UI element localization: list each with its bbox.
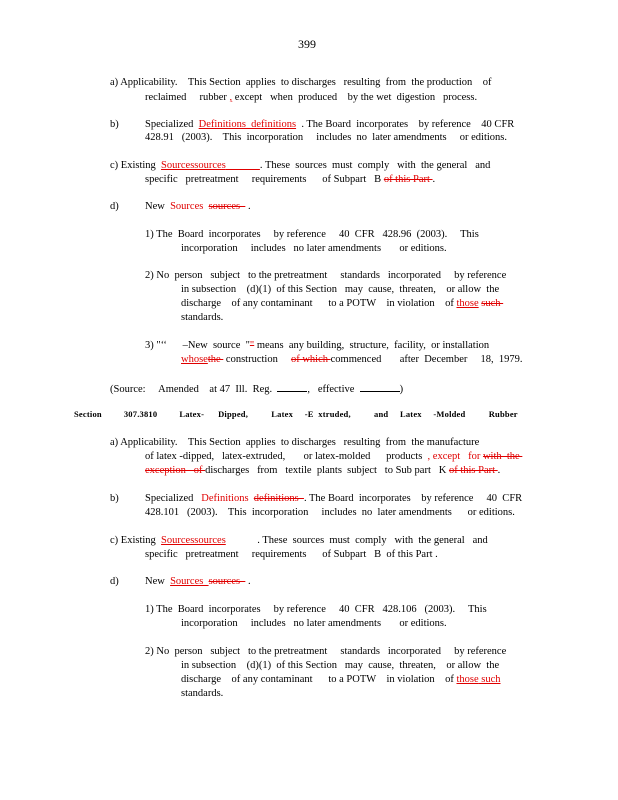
inserted-text: those xyxy=(456,298,479,309)
inserted-text: Sourcessources xyxy=(161,160,226,171)
deleted-text: of this Part xyxy=(383,174,433,185)
inserted-text: Sources xyxy=(170,201,204,212)
s1-a-line-2 xyxy=(145,91,477,104)
text: c) Existing xyxy=(110,535,162,546)
section-label: Section xyxy=(74,409,102,419)
text: means any building, structure, facility, or installation xyxy=(254,340,490,351)
inserted-text: such xyxy=(478,674,501,685)
text: 3) "‘‘ –New source " xyxy=(145,340,250,351)
s1-b-label: b) xyxy=(110,119,119,130)
s1-d-label: d) xyxy=(110,201,119,212)
s1-d3-line-1 xyxy=(145,339,489,352)
inserted-text: Sourcessources xyxy=(161,535,226,546)
blank-issue-line xyxy=(277,381,307,392)
s2-a-line-1: a) Applicability. This Section applies to discharges resulting from the manufacture xyxy=(110,437,480,448)
deleted-text: sources xyxy=(208,201,246,212)
text: . xyxy=(245,201,251,212)
text: . xyxy=(432,174,436,185)
s1-d3-line-2 xyxy=(181,353,522,366)
s2-d1-line-1: 1) The Board incorporates by reference 40 CFR 428.106 (2003). This xyxy=(145,604,487,615)
page-number: 399 xyxy=(298,37,316,51)
section-title: Latex- Dipped, Latex -E xtruded, and Latex -Molded Rubber xyxy=(179,409,518,419)
s1-d2-line-4: standards. xyxy=(181,312,224,323)
section-heading xyxy=(74,408,518,421)
section-number: 307.3810 xyxy=(123,409,158,419)
text: of latex -dipped, latex-extruded, or latex-molded products xyxy=(145,451,428,462)
text: ) xyxy=(399,384,404,395)
s1-d1-line-1: 1) The Board incorporates by reference 40 CFR 428.96 (2003). This xyxy=(145,229,479,240)
s2-c-line-2: specific pretreatment requirements of Subpart B of this Part . xyxy=(145,549,438,560)
text: commenced after December 18, 1979. xyxy=(330,354,523,365)
text: . The Board incorporates by reference 40 CFR xyxy=(303,493,523,504)
text: Specialized xyxy=(145,493,202,504)
s2-d2-line-3 xyxy=(181,673,501,686)
text: discharge of any contaminant to a POTW in violation of xyxy=(181,298,457,309)
inserted-text: , xyxy=(229,92,233,103)
s1-d-line xyxy=(145,200,251,213)
text: specific pretreatment requirements of Subpart B xyxy=(145,174,384,185)
text: except when produced by the wet digestion process. xyxy=(232,92,478,103)
s1-b-line-2: 428.91 (2003). This incorporation includes no later amendments or editions. xyxy=(145,132,507,143)
text: , effective xyxy=(307,384,360,395)
text: . xyxy=(245,576,251,587)
inserted-text: Definitions definitions xyxy=(198,119,297,130)
s2-c-line-1 xyxy=(110,534,488,547)
s2-a-line-2 xyxy=(145,450,522,463)
inserted-text: Definitions xyxy=(201,493,249,504)
s1-d2-line-2: in subsection (d)(1) of this Section may cause, threaten, or allow the xyxy=(181,284,500,295)
s1-a-line-1: a) Applicability. This Section applies to discharges resulting from the production of xyxy=(110,77,492,88)
text: New xyxy=(145,201,171,212)
deleted-text: with the xyxy=(482,451,523,462)
inserted-text: those xyxy=(456,674,479,685)
s1-d1-line-2: incorporation includes no later amendments or editions. xyxy=(181,243,447,254)
blank-date-line xyxy=(360,381,400,392)
s2-b-line-2: 428.101 (2003). This incorporation includes no later amendments or editions. xyxy=(145,507,515,518)
s1-d2-line-3 xyxy=(181,297,503,310)
text: New xyxy=(145,576,171,587)
source-note xyxy=(110,381,403,396)
inserted-space xyxy=(226,160,260,171)
s2-b-line-1 xyxy=(145,492,522,505)
text: . The Board incorporates by reference 40 CFR xyxy=(296,119,515,130)
inserted-text: whose xyxy=(181,354,208,365)
text: (Source: Amended at 47 Ill. Reg. xyxy=(110,384,278,395)
inserted-text: , except for xyxy=(427,451,483,462)
s2-d2-line-4: standards. xyxy=(181,688,224,699)
s1-c-line-1 xyxy=(110,159,490,172)
text: . These sources must comply with the general and xyxy=(225,535,488,546)
deleted-text: of this Part xyxy=(448,465,498,476)
text: . These sources must comply with the general and xyxy=(259,160,491,171)
s1-b-line-1 xyxy=(145,118,514,131)
deleted-text: " xyxy=(249,340,255,351)
deleted-text: the xyxy=(207,354,224,365)
s2-b-label: b) xyxy=(110,493,119,504)
deleted-text: definitions xyxy=(253,493,304,504)
s2-a-line-3 xyxy=(145,464,500,477)
deleted-text: of which xyxy=(290,354,331,365)
text: construction xyxy=(223,354,291,365)
inserted-text: Sources xyxy=(170,576,209,587)
deleted-text: such xyxy=(481,298,504,309)
s1-d2-line-1: 2) No person subject to the pretreatment standards incorporated by reference xyxy=(145,270,507,281)
deleted-text: exception of xyxy=(145,465,206,476)
text: reclaimed rubber xyxy=(145,92,230,103)
s2-d-line xyxy=(145,575,251,588)
s2-d2-line-1: 2) No person subject to the pretreatment standards incorporated by reference xyxy=(145,646,507,657)
s2-d2-line-2: in subsection (d)(1) of this Section may cause, threaten, or allow the xyxy=(181,660,500,671)
text: c) Existing xyxy=(110,160,162,171)
deleted-text: sources xyxy=(208,576,246,587)
text: discharges from textile plants subject to Sub part K xyxy=(205,465,449,476)
s2-d-label: d) xyxy=(110,576,119,587)
text: discharge of any contaminant to a POTW in violation of xyxy=(181,674,457,685)
s1-c-line-2 xyxy=(145,173,435,186)
text: Specialized xyxy=(145,119,199,130)
text: . xyxy=(497,465,501,476)
s2-d1-line-2: incorporation includes no later amendments or editions. xyxy=(181,618,447,629)
